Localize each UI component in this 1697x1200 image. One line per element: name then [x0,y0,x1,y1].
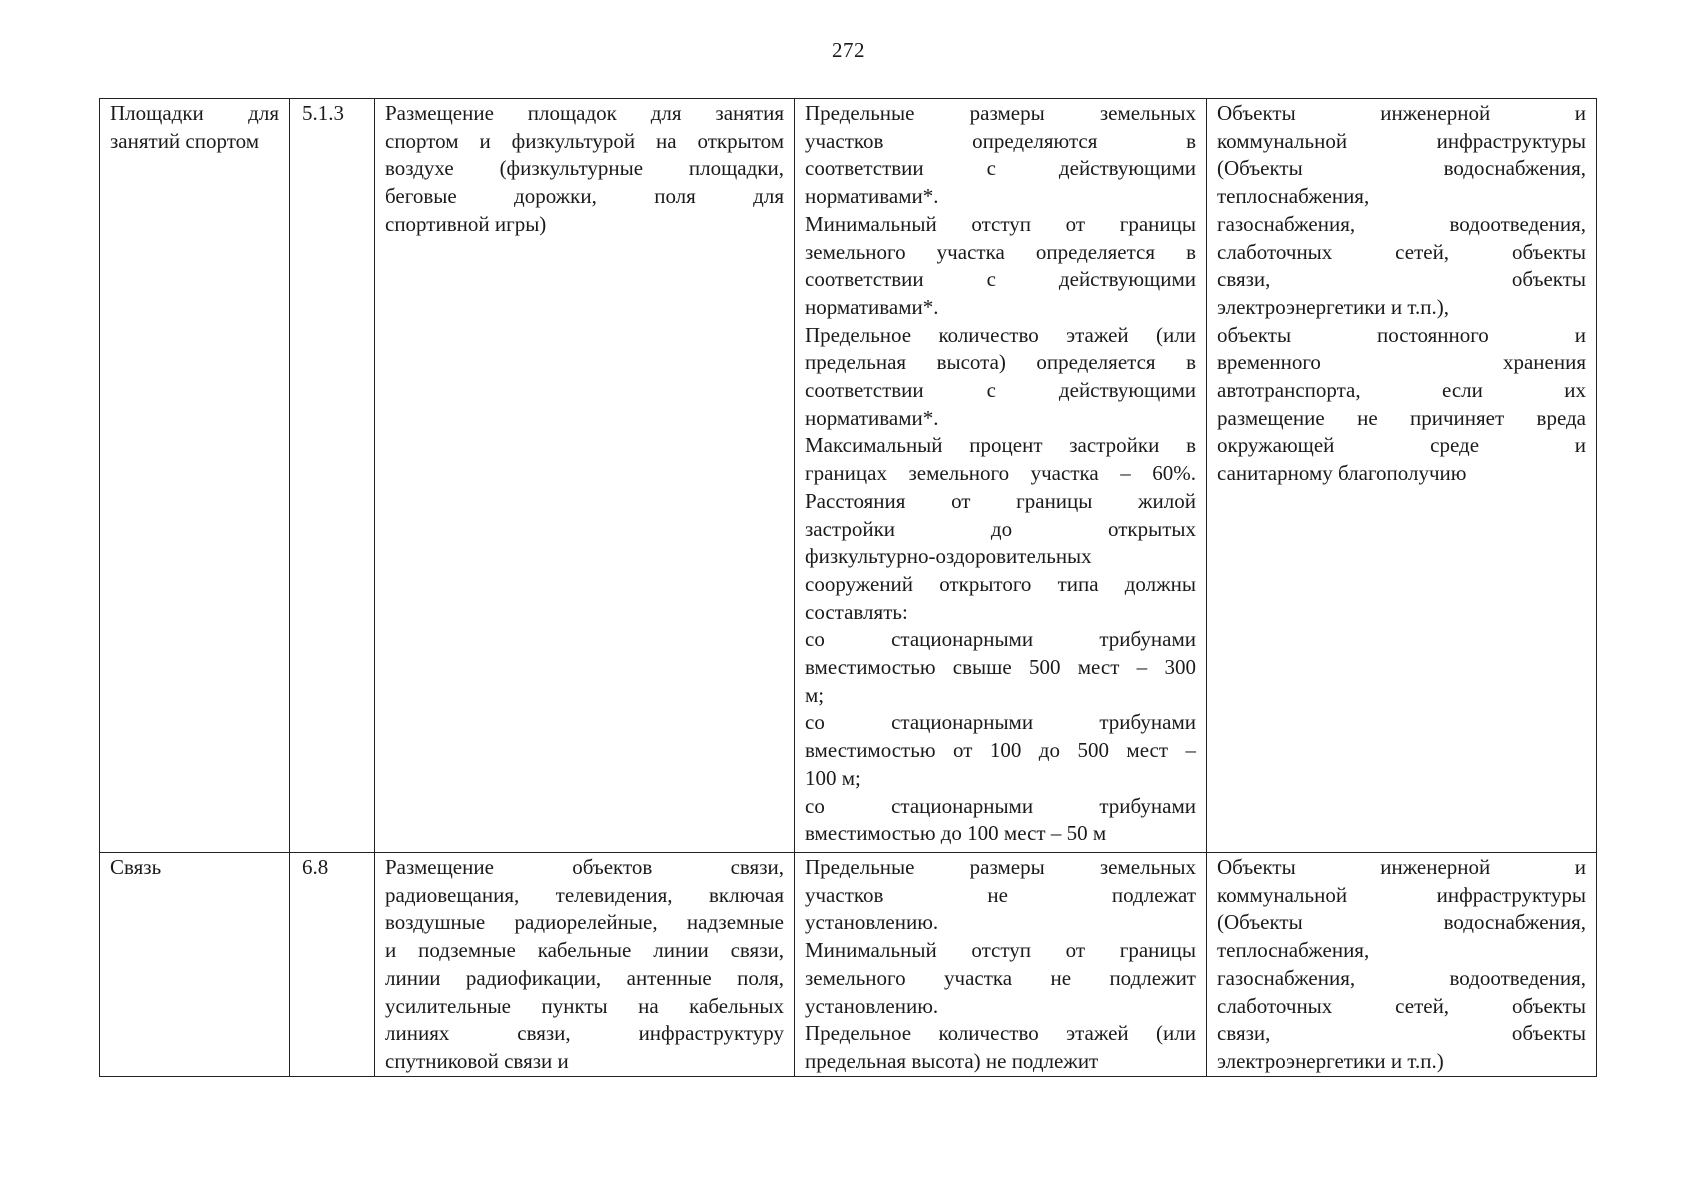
text-line: линиях связи, инфраструктуру [385,1021,784,1046]
use-name-cell [100,853,290,1077]
text-line: установлению. [805,993,939,1018]
text-line: спортом и физкультурой на открытом [385,128,784,153]
text-line: спортивной игры) [385,211,547,236]
text-line: Размещение площадок для занятия [385,101,784,125]
text-line: (Объекты водоснабжения, [1217,156,1586,181]
text-line: соответствии с действующими [805,378,1196,403]
text-line: связи, объекты [1217,267,1586,292]
text-line: установлению. [805,910,939,935]
text-line: соответствии с действующими [805,267,1196,292]
text-line: предельная высота) не подлежит [805,1048,1099,1073]
text-line: коммунальной инфраструктуры [1217,128,1586,153]
text-line: слаботочных сетей, объекты [1217,239,1586,264]
text-line: спутниковой связи и [385,1048,569,1073]
text-line: Максимальный процент застройки в [805,433,1196,458]
text-line: нормативами*. [805,184,939,209]
auxiliary-uses-cell [1207,853,1597,1077]
text-line: застройки до открытых [805,516,1196,541]
table-row [100,853,1597,1077]
text-line: газоснабжения, водоотведения, [1217,965,1586,990]
text-line: вместимостью от 100 до 500 мест – [805,738,1196,763]
text-line: (Объекты водоснабжения, [1217,910,1586,935]
parameters-cell [795,853,1207,1077]
text-line: предельная высота) определяется в [805,350,1196,375]
text-line: Объекты инженерной и [1217,101,1586,125]
text-line: со стационарными трибунами [805,710,1196,735]
text-line: и подземные кабельные линии связи, [385,938,784,963]
parameters-cell [795,99,1207,853]
text-line: объекты постоянного и [1217,322,1586,347]
text-line: воздухе (физкультурные площадки, [385,156,784,181]
text-line: со стационарными трибунами [805,627,1196,652]
text-line: окружающей среде и [1217,433,1586,458]
text-line: слаботочных сетей, объекты [1217,993,1586,1018]
text-line: коммунальной инфраструктуры [1217,882,1586,907]
text-line: Площадки для [110,101,279,125]
auxiliary-uses-cell [1207,99,1597,853]
text-line: вместимостью свыше 500 мест – 300 [805,655,1196,680]
text-line: Предельные размеры земельных [805,855,1196,879]
text-line: теплоснабжения, [1217,184,1370,209]
text-line: связи, объекты [1217,1021,1586,1046]
text-line: Предельное количество этажей (или [805,322,1196,347]
text-line: автотранспорта, если их [1217,378,1586,403]
text-line: участков определяются в [805,128,1196,153]
text-line: Размещение объектов связи, [385,855,784,879]
text-line: теплоснабжения, [1217,938,1370,963]
text-line: сооружений открытого типа должны [805,571,1196,596]
text-line: Предельное количество этажей (или [805,1021,1196,1046]
text-line: Расстояния от границы жилой [805,488,1196,513]
text-line: радиовещания, телевидения, включая [385,882,784,907]
text-line: занятий спортом [110,128,259,153]
use-code-cell: 6.8 [290,853,375,1077]
text-line: Связь [110,855,162,879]
text-line: воздушные радиорелейные, надземные [385,910,784,935]
use-name-cell [100,99,290,853]
table-row [100,99,1597,853]
text-line: беговые дорожки, поля для [385,184,784,209]
text-line: санитарному благополучию [1217,461,1467,486]
text-line: земельного участка определяется в [805,239,1196,264]
text-line: электроэнергетики и т.п.), [1217,294,1449,319]
text-line: соответствии с действующими [805,156,1196,181]
text-line: физкультурно-оздоровительных [805,544,1092,569]
text-line: временного хранения [1217,350,1586,375]
text-line: нормативами*. [805,405,939,430]
text-line: Предельные размеры земельных [805,101,1196,125]
text-line: Объекты инженерной и [1217,855,1586,879]
text-line: участков не подлежат [805,882,1196,907]
text-line: Минимальный отступ от границы [805,211,1196,236]
use-description-cell [375,99,795,853]
text-line: Минимальный отступ от границы [805,938,1196,963]
table-body [100,99,1597,1077]
use-description-cell [375,853,795,1077]
text-line: м; [805,682,825,707]
use-code-cell: 5.1.3 [290,99,375,853]
zoning-table [99,98,1597,1077]
text-line: усилительные пункты на кабельных [385,993,784,1018]
text-line: 100 м; [805,765,861,790]
text-line: составлять: [805,599,908,624]
text-line: со стационарными трибунами [805,793,1196,818]
text-line: границах земельного участка – 60%. [805,461,1196,486]
page-number: 272 [832,38,865,62]
text-line: линии радиофикации, антенные поля, [385,965,784,990]
text-line: нормативами*. [805,294,939,319]
text-line: размещение не причиняет вреда [1217,405,1586,430]
text-line: вместимостью до 100 мест – 50 м [805,821,1107,846]
text-line: земельного участка не подлежит [805,965,1196,990]
text-line: газоснабжения, водоотведения, [1217,211,1586,236]
text-line: электроэнергетики и т.п.) [1217,1048,1444,1073]
